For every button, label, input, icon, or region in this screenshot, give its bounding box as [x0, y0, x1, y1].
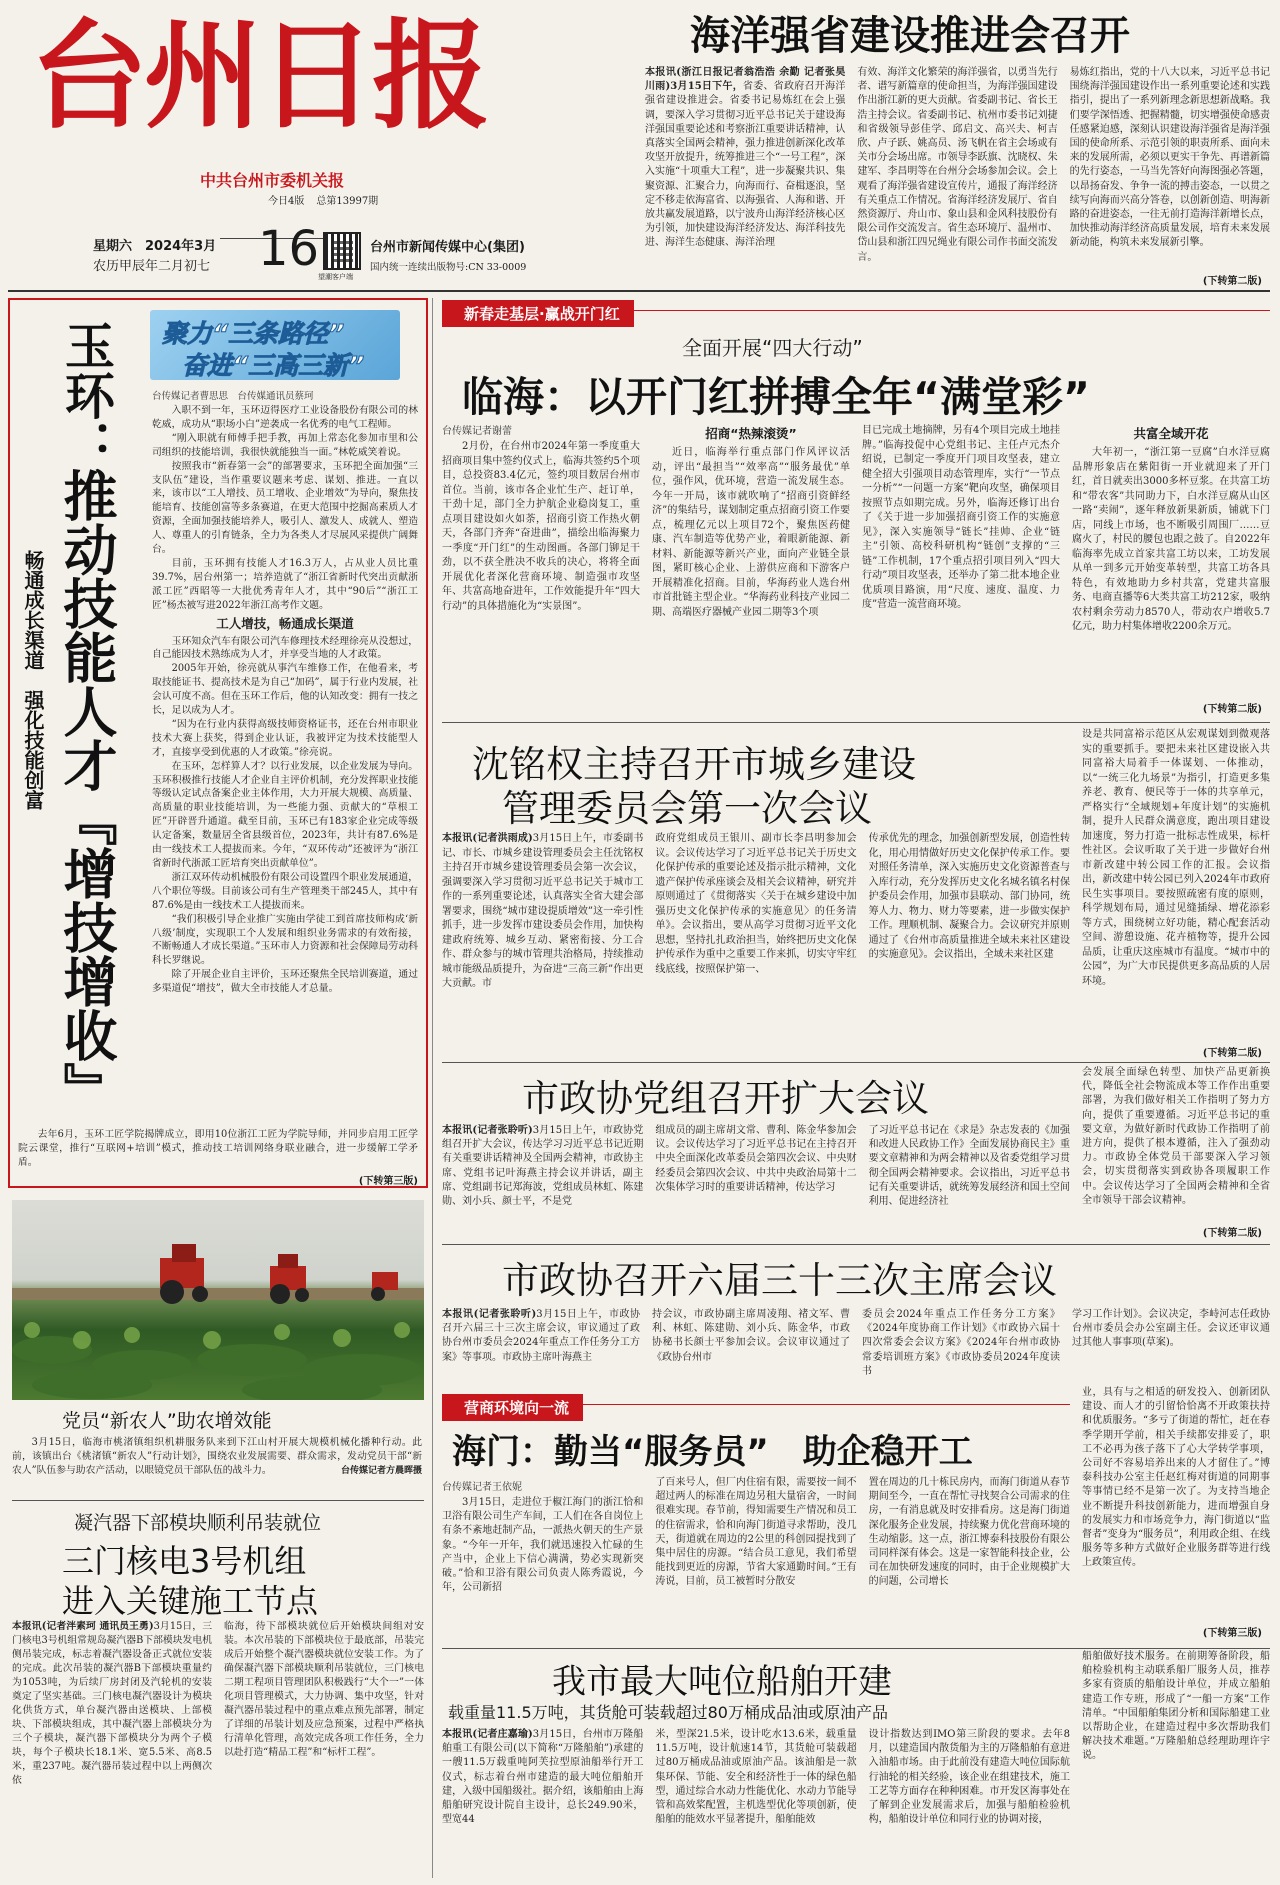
top-story-continued[interactable]: (下转第二版) [1202, 276, 1262, 287]
newspaper-title: 台州日报 [30, 6, 487, 145]
urban-committee-story [442, 728, 1270, 1058]
sanmen-story [12, 1506, 424, 1881]
farm-photo [12, 1200, 424, 1400]
ship-col-2: 米，型深21.5米，设计吃水13.6米，载重量11.5万吨，设计航速14节，其货舱可装载超过80万桶成品油或原油产品。该油船是一款集环保、节能、安全和经济性于一体的绿色船型，通过综合水动力性能优化、水动力节能导管和高效桨配置，主机选型优化等项创新，使船舶的能效水平显著提升，船舶能效 [655, 1729, 857, 1826]
masthead-issue [268, 192, 378, 207]
top-story-col-3 [1070, 66, 1270, 278]
urban-col-2: 政府党组成员王银川、副市长李昌明参加会议。会议传达学习了习近平总书记关于历史文化保护传承的重要论述及指示批示精神，文化遗产保护传承座谈会及相关会议精神，研究并原则通过了《贯彻落实〈关于在城乡建设中加强历史文化保护传承的实施意见〉的任务清单》。会议指出，要从高学习贯彻习近平文化思想，坚持扎扎政治担当，始终把历史文化保护传承作为重中之重要工作来抓，切实守牢红线底线，按照保护第一、 [655, 833, 857, 975]
lunar-date: 农历甲辰年二月初七 [93, 259, 211, 274]
feature-title-place: 玉环： [57, 320, 115, 470]
linhai-section-tag: 新春走基层·赢战开门红 [442, 300, 634, 327]
qr-caption: 望潮客户端 [318, 273, 353, 281]
ship-headline[interactable]: 我市最大吨位船舶开建 [552, 1662, 892, 1702]
linhai-text-2: 近日，临海举行重点部门作风评议活动，评出“最担当”“效率高”“服务最优”单位，强作风，优环境，营造一流发展生态。今年一开局，该市就吹响了“招商引资鲜经济”的集结号，谋划制定重点招商引资工作要点，梳理亿元以上项目72个，聚焦医药健康、汽车制造等优势产业，着眼新能源、新材料、新能源等新兴产业，面向产业链全景图，紧盯核心企业、上游供应商和下游客户开展精准化招商。目前，华海药业人选台州市首批链主型企业。“华海药业科技产业园二期、高端医疗器械产业园二期等3个项 [652, 447, 850, 618]
linhai-byline: 台传媒记者谢蕾 [442, 426, 512, 437]
cppcc-chair-byline: 本报讯(记者张聆听) [442, 1309, 537, 1320]
haimen-col-4: 业，具有与之相适的研发投入、创新团队建设、而人才的引留恰恰离不开政策扶持和优质服务。“多亏了街道的帮忙，赶在春季学期开学前，相关手续都安排妥了，职工不必再为孩子落下了心大学转学事项，公司好不容易培养出来的人才留住了。”博泰科技办公室主任赵红梅对街道的同期事等事情已经不是第一次了。为支持当地企业不断提升科技创新能力，进而增强自身的发展实力和市场竞争力，海门街道以“监督者”变身为“服务员”，利用政企组、在线服务等多种方式做好企业服务群等进行线上政策宣传。 [1082, 1387, 1270, 1569]
photo-caption-title: 党员“新农人”助农增效能 [62, 1410, 272, 1432]
sanmen-col-1 [12, 1620, 212, 1878]
pages-count: 今日4版 [268, 196, 305, 207]
linhai-col-1: 2月份，在台州市2024年第一季度重大招商项目集中签约仪式上，临海共签约5个项目，总投资83.4亿元，签约项目数居台州市首位。当前，该市各企业忙生产、赶订单，干劲十足，部门全力护航企业稳岗复工，重点项目建设如火如荼，招商引资工作热火朝天，各部门齐奔“奋进曲”，描绘出临海聚力一季度“开门红”的生动图画。各部门铆足干劲，以不获全胜决不收兵的决心，将将全面开展优化者深化营商环境、制造强市攻坚年、共富高地奋进年，工作效能提升年“四大行动”的具体措施化为“实景图”。 [442, 441, 640, 612]
banner-line-1: 聚力“三条路径” [162, 319, 345, 348]
linhai-subhead-2: 共富全域开花 [1133, 426, 1209, 441]
haimen-headline[interactable]: 海门：勤当“服务员” 助企稳开工 [452, 1432, 973, 1472]
urban-headline-1[interactable]: 沈铭权主持召开市城乡建设 [472, 743, 916, 786]
linhai-col-3: 目已完成土地摘牌，另有4个项目完成土地挂牌。”临海投促中心党组书记、主任卢元杰介绍说，已制定一季度开门项目攻坚表，建立健全招大引强项目动态管理库，实行“一节点一分析”“一问题一方案”靶向攻坚，确保项目按照节点如期完成。另外，临海还修订出台了《关于进一步加强招商引资工作的实施意见》，深入实施领导“链长”挂帅、企业“链主”引领、高校科研机构“链创”支撑的“三链”工作机制，17个重点招引项目列入“四大行动”项目攻坚表，还举办了第二批本地企业优质项目路演，用“尺度、速度、温度、力度”营造一流营商环境。 [862, 425, 1060, 610]
cppcc-party-headline[interactable]: 市政协党组召开扩大会议 [522, 1077, 929, 1120]
feature-p10: “我们积极引导企业推广实施由学徒工到首席技师构成‘新八级’制度，实现职工个人发展和组织业务需求的有效衔接，不断畅通人才成长渠道。”玉环市人力资源和社会保障局劳动科科长罗继说。 [152, 913, 418, 967]
linhai-text-4: 大年初一，“浙江第一豆腐”白水洋豆腐品牌形象店在紫阳街一开业就迎来了开门红，首日就卖出3000多杯豆浆。在共富工坊和“带农客”共同助力下，白水洋豆腐从山区一路“卖闹”，逐年释放新果新质，铺就下门店，同线上市场，也不断吸引周围厂……豆腐火了，村民的腰包也跟之鼓了。自2022年临海率先成立首家共富工坊以来，工坊发展从单一到多元开始变革转型，共富工坊各具特色，有效地助力乡村共富，党建共富服务、电商直播等6大类共富工坊212家，吸纳农村剩余劳动力8570人，带动农户增收5.7亿元，助力村集体增收2200余万元。 [1072, 447, 1270, 632]
haimen-byline: 台传媒记者王依妮 [442, 1482, 522, 1493]
cppcc-chair-headline[interactable]: 市政协召开六届三十三次主席会议 [502, 1259, 1057, 1302]
cppcc-chair-col-4: 学习工作计划》。会议决定，李峙河志任政协台州市委员会办公室副主任。会议还审议通过其他人事事项(草案)。 [1072, 1309, 1270, 1349]
sanmen-col-2: 临海，待下部模块就位后开始模块间组对安装。本次吊装的下部模块位于最底部，吊装完成后开始整个凝汽器模块就位安装工作。为了确保凝汽器下部模块顺利吊装就位，三门核电二期工程项目管理团队积极践行“大个一”一体化项目管理模式，大力协调、集中攻坚，针对凝汽器吊装过程中的重点难点预先部署，制定了详细的吊装计划及应急预案，过程中严格执行清单化管理，高效完成各项工作任务，全力以赴打造“精品工程”和“标杆工程”。 [224, 1621, 424, 1758]
urban-continued[interactable]: (下转第二版) [1202, 1048, 1262, 1059]
top-story-headline[interactable]: 海洋强省建设推进会召开 [690, 13, 1130, 59]
feature-p9: 浙江双环传动机械股份有限公司设置四个职业发展通道，八个职位等级。目前该公司有生产管理类干部245人，其中有87.6%是由一线技术工人提拔而来。 [152, 871, 418, 911]
feature-continued[interactable]: (下转第三版) [358, 1176, 418, 1187]
feature-title-main: 推动技能人才『增技增收』 [55, 468, 118, 1116]
feature-p3: 按照我市“新春第一会”的部署要求，玉环把全面加强“三支队伍”建设，当作重要议题来考虑、谋划、推进。一直以来，该市以“工人增技、员工增收、企业增效”为导向，聚焦技能培育、技能创富等多条赛道，在更大范围中挖掘高素质人才资源，全面加强技能培养人，吸引人、激发人、成就人、塑造人、尊重人的引育链条，全力为各类人才尽展风采提供广阔舞台。 [152, 460, 418, 556]
urban-text-1: 3月15日上午，市委副书记、市长、市城乡建设管理委员会主任沈铭权主持召开市城乡建设管理委员会第一次会议，强调要深入学习贯彻习近平总书记关于城市工作的一系列重要论述，认真落实全省大建会部署要求，围绕“城市建设提质增效”这一牵引性抓手，进一步发挥市建设委员会作用，加快构建政府统筹、城乡互动、紧密衔接、分工合作、群众参与的城市管理共治格局，持续推动城市能级品质提升，为奋进“三高三新”作出更大贡献。市 [442, 833, 644, 989]
haimen-col-2: 了百来号人，但厂内住宿有限，需要按一间不超过两人的标准在周边另租大量宿舍，一时间很难实现。春节前，得知需要生产情况和员工的住宿需求，恰和向海门街道寻求帮助，没几天，街道就在周边的2公里的科创园提找到了集中居住的房源。“结合员工意见，我们希望能找到更近的房源，节省大家通勤时间。”王有涛说，目前，员工被暂时分散安 [655, 1477, 857, 1588]
urban-col-3: 传承优先的理念，加强创新型发展，创造性转化，用心用情做好历史文化保护传承工作。要对照任务清单，深入实施历史文化资源普查与入库行动，充分发挥历史文化名城名镇名村保护委员会作用，加强市县联动、部门协同，统筹人力、物力、财力等要素，进一步做实保护工作。理顺机制、凝聚合力。会议研究并原则通过了《台州市高质量推进全域未来社区建设的实施意见》。会议指出，全域未来社区建 [868, 833, 1070, 960]
linhai-col-2 [652, 426, 850, 702]
cppcc-chair-col-1 [442, 1308, 640, 1384]
linhai-kicker: 全面开展“四大行动” [682, 336, 863, 360]
feature-p12: 去年6月，玉环工匠学院揭牌成立，即用10位浙江工匠为学院导师，并同步启用工匠学院云课堂，推行“互联网+培训”模式，推动技工培训网络身联业融合，进一步缓解工学矛盾。 [18, 1129, 418, 1168]
top-story-col-1 [645, 66, 845, 278]
ship-col-3: 设计指数达到IMO第三阶段的要求。去年8月，以建造国内散货船为主的万隆船舶有意进入油船市场。由于此前没有建造大吨位国际航行油轮的相关经验，该企业在组建技术，施工工艺等方面存在种种困难。市开发区海事处在了解到企业发展需求后，加强与船舶检验机构，船舶设计单位和同行业的协调对接， [868, 1729, 1070, 1826]
cppcc-party-col-2: 组成员的副主席胡文常、曹利、陈金华参加会议。会议传达学习了习近平总书记在主持召开中央全面深化改革委员会第四次会议、中央财经委员会第四次会议、中共中央政治局第十二次集体学习时的重要讲话精神，传达学习 [655, 1125, 857, 1193]
feature-p7: “因为在行业内获得高级技师资格证书，还在台州市职业技术大赛上获奖，得到企业认证，我被评定为技术技能型人才，直接享受到优惠的人才政策。”徐亮说。 [152, 718, 418, 758]
ship-byline: 本报讯(记者庄嘉瑜) [442, 1729, 533, 1740]
feature-p8: 在玉环，怎样算人才？以行业发展，以企业发展为导向。玉环积极推行技能人才企业自主评价机制，充分发挥职业技能等级认定试点备案企业主体作用，大力开展大规模、高质量、高质量的职业技能培训，为一些能力强、贡献大的“草根工匠”开辟晋升通道。截至目前，玉环已有183家企业完成等级认定备案，数量居全省县级首位，2023年，共计有87.6%是由一线技术工人提拔而来。今年，“双环传动”还被评为“浙江省新时代浙派工匠培育突出贡献单位”。 [152, 760, 418, 869]
photo-caption-text: 3月15日，临海市桃渚镇组织机耕服务队来到下江山村开展大规模机械化播种行动。此前，该镇出台《桃渚镇“新农人”行动计划》，围绕农业发展需要、群众需求，发动党员干部“新农人”队伍参与助农产活动，以眼镜党员干部队伍的战斗力。 [12, 1437, 422, 1477]
haimen-col-3: 置在周边的几十栋民房内，而海门街道从春节期间至今，一直在帮忙寻找契合公司需求的住房，一有消息就及时安排看房。这是海门街道深化服务企业发展，持续聚力优化营商环境的生动缩影。这一点，浙江博泰科技股份有限公司同样深有体会。这是一家智能科技企业，公司在加快研发速度的同时，由于企业规模扩大的问题，公司增长 [868, 1477, 1070, 1588]
tractor-icon [270, 1254, 309, 1304]
sanmen-kicker: 凝汽器下部模块顺利吊装就位 [74, 1512, 322, 1534]
farm-photo-art [12, 1200, 424, 1400]
ship-subheadline: 载重量11.5万吨，其货舱可装载超过80万桶成品油或原油产品 [448, 1703, 888, 1722]
linhai-story [442, 298, 1270, 718]
cppcc-party-col-3: 了习近平总书记在《求是》杂志发表的《加强和改进人民政协工作》全面发展协商民主》重要文章精神和为两会精神以及省委党组学习贯彻全国两会精神要求。会议指出，习近平总书记有关重要讲话，就统筹发展经济和国土空间利用、促进经济社 [868, 1125, 1070, 1208]
ship-col-4: 船舶做好技术服务。在前期筹备阶段，船舶检验机构主动联系船厂服务人员，推荐多家有资质的船舶设计单位，并成立船舶建造工作专班，形成了“一船一方案”工作清单。“中国船舶集团分析和国际船建工业以帮助企业，在建造过程中多次帮助我们解决技术难题。”万隆船舶总经理助理许宇说。 [1082, 1651, 1270, 1762]
urban-col-1 [442, 832, 643, 1042]
linhai-col-4 [1072, 426, 1270, 702]
haimen-section-tag: 营商环境向一流 [442, 1394, 583, 1421]
issue-number: 总第13997期 [316, 196, 379, 207]
photo-caption [12, 1436, 422, 1496]
feature-p6: 2005年开始，徐亮就从事汽车维修工作，在他看来，考取技能证书、提高技术是为自己“加码”，属于行业内发展，社会认可度不高。但在玉环工作后，他的认知改变：拥有一技之长，足以成为人才。 [152, 663, 418, 717]
date-line: 星期六 2024年3月 [93, 235, 220, 254]
sanmen-text-1: 3月15日，三门核电3号机组常规岛凝汽器B下部模块发电机侧吊装完成，标志着凝汽器设备正式就位安装的完成。此次吊装的凝汽器B下部模块重量约为1053吨，为后续厂房封闭及汽轮机的安装奠定了坚实基础。三门核电凝汽器设计为模块化供货方式，单台凝汽器由送模块、上部模块、下部模块组成，其中凝汽器上部模块分为三个子模块，凝汽器下部模块分为两个子模块，每个子模块长18.1米、宽5.5米、高8.5米，重237吨。凝汽器吊装过程中以上两侧次依 [12, 1621, 212, 1786]
ship-col-1 [442, 1728, 643, 1878]
urban-headline-2[interactable]: 管理委员会第一次会议 [502, 787, 872, 830]
feature-p4: 目前，玉环拥有技能人才16.3万人，占从业人员比重39.7%，居台州第一；培养造就了“浙江省新时代突出贡献浙派工匠”西昭等一大批优秀青年人才，其中“90后”“浙江工匠”杨杰被写进2022年浙江高考作文题。 [152, 557, 418, 611]
haimen-continued[interactable]: (下转第三版) [1202, 1628, 1262, 1639]
top-story-byline: 本报讯(浙江日报记者翁浩浩 余勤 记者张昊川雨)3月15日下午， [645, 67, 846, 93]
urban-byline: 本报讯(记者洪雨成) [442, 833, 533, 844]
cppcc-party-col-1 [442, 1124, 643, 1224]
photo-credit: 台传媒记者方晨晖摄 [340, 1466, 422, 1477]
cppcc-party-col-4: 会发展全面绿色转型、加快产品更新换代，降低全社会物流成本等工作作出重要部署，为我们做好相关工作指明了努力方向，提供了重要遵循。习近平总书记的重要文章，为做好新时代政协工作指明了前进方向，提供了根本遵循，注入了强劲动力。市政协全体党员干部要深入学习领会，切实贯彻落实到政协各项履职工作中。会议传达学习了全国两会精神和全省全市领导干部会议精神。 [1082, 1067, 1270, 1206]
feature-p2: “刚入职就有师傅手把手教，再加上常态化参加市里和公司组织的技能培训，我很快就能独当一面。”林乾威笑着说。 [152, 432, 418, 458]
linhai-subhead-1: 招商“热辣滚烫” [705, 426, 797, 441]
ship-story [442, 1651, 1270, 1882]
masthead [0, 0, 690, 281]
urban-col-4: 设是共同富裕示范区从宏观谋划到微观落实的重要抓手。要把未来社区建设嵌入共同富裕大局着手一体谋划、一体推动，以“一统三化九场景”为指引，打造更多集养老、教育、便民等于一体的共享单元，严格实行“全域规划+年度计划”的实施机制，提升人民群众满意度，跑出项目建设加速度，努力打造一批标志性成果，标杆性社区。会议听取了关于进一步做好台州市新改建中转公园工作的汇报。会议指出，新改建中转公园已列入2024年市政府民生实事项目。要按照疏密有度的原则，科学规划布局，通过见缝插绿、增花添彩等方式，围绕树立好功能，精心配套活动空间、游憩设施、花卉植物等，提升公园品质，让重庆这座城市有温度。“城市中的公园”，为广大市民提供更多高品质的人居环境。 [1082, 729, 1270, 987]
cppcc-party-byline: 本报讯(记者张聆听) [442, 1125, 533, 1136]
serial-number: 国内统一连续出版物号:CN 33-0009 [370, 262, 527, 273]
top-story-text-1: 省委、省政府召开海洋强省建设推进会。省委书记易炼红在会上强调，要深入学习贯彻习近平总书记关于建设海洋强国重要论述和考察浙江重要讲话精神，认真落实全国两会精神，强力推进创新深化改革攻坚开放提升，统筹推进三个“一号工程”，深入实施“十项重大工程”，进一步凝聚共识、集聚资源、汇聚合力，向海而行、奋楫逐浪，坚定不移走依海富省、以海强省、人海和谐、开放共赢发展道路，以宁波舟山海洋经济核心区为引领，加快建设海洋经济发达、海洋科技先进、海洋生态健康、海洋治理 [645, 81, 846, 249]
cppcc-party-text-1: 3月15日上午，市政协党组召开扩大会议，传达学习习近平总书记近期有关重要讲话精神及全国两会精神，市政协主席、党组书记叶海燕主持会议并讲话，副主席、党组副书记郑海波，党组成员林虹、陈建勋、刘小兵、颜士平，不是党 [442, 1125, 644, 1208]
haimen-col-1: 3月15日，走进位于椒江海门的浙江恰和卫浴有限公司生产车间，工人们在各自岗位上有条不紊地赶制产品，一派热火朝天的生产景象。“今年一开年，我们就迅速投入忙碌的生产当中，企业上下信心满满，势必实现新突破。”恰和卫浴有限公司负责人陈秀霞说，今年，公司新招 [442, 1497, 644, 1594]
top-story [645, 0, 1270, 285]
cppcc-chair-text-1: 3月15日上午，市政协召开六届三十三次主席会议，审议通过了政协台州市委员会2024年重点工作任务分工方案》等事项。市政协主席叶海燕主 [442, 1309, 640, 1363]
feature-subtitle: 畅通成长渠道 强化技能创富 [21, 550, 45, 810]
feature-subhead: 工人增技，畅通成长渠道 [216, 615, 354, 631]
linhai-headline[interactable]: 临海：以开门红拼搏全年“满堂彩” [462, 373, 1090, 421]
top-story-text-3: 易炼红指出，党的十八大以来，习近平总书记围绕海洋强国建设作出一系列重要论述和实践指引，提出了一系列新理念新思想新战略。我们要学深悟透、把握精髓，切实增强使命感责任感紧迫感，深刻认识建设海洋强省是海洋强国的使命所系、示范引领的职责所系、面向未来的发展所需，必须以更实干争先、再谱新篇的先行姿态，一马当先答好向海图强必答题，以昂扬奋发、争争一流的搏击姿态，一以贯之续写向海而兴高分答卷，以创新创造、明海新路的奋进姿态，一往无前打造海洋新增长点，加快推动海洋经济高质量发展，培育未来发展新动能，构筑未来发展新引擎。 [1069, 67, 1270, 249]
top-story-col-2: 有效、海洋文化繁荣的海洋强省，以勇当先行者、谱写新篇章的使命担当，为海洋强国建设作出浙江新的更大贡献。省委副书记、省长王浩主持会议。省委副书记、杭州市委书记刘捷和省级领导彭佳学、邱启文、高兴夫、柯吉欣、卢子跃、姚高员、汤飞帆在省主会场或有关市分会场出席。市领导李跃旗、沈晓权、朱建军、李昌明等在台州分会场参加会议。会上观看了海洋强省建设宣传片，通报了海洋经济有关重点工作情况。省海洋经济发展厅、省自然资源厅、舟山市、象山县和金风科技股份有限公司作交流发言。省生态环境厅、温州市、岱山县和浙江四兄绳业有限公司作书面交流发言。 [857, 67, 1058, 263]
feature-p1: 入职不到一年，玉环迈得医疗工业设备股份有限公司的林乾威，成功从“职场小白”逆袭成一名优秀的电气工程师。 [152, 405, 418, 430]
feature-p11: 除了开展企业自主评价，玉环还聚焦全民培训赛道，通过多渠道促“增技”，做大全市技能人才总量。 [152, 969, 418, 995]
feature-banner [150, 310, 400, 380]
sanmen-byline: 本报讯(记者泮素珂 通讯员王勇) [12, 1621, 154, 1632]
haimen-story [442, 1387, 1270, 1642]
feature-body [152, 404, 418, 1124]
cppcc-chair-col-3: 委员会2024年重点工作任务分工方案》《2024年度协商工作计划》《市政协六届十四次常委会会议方案》《2024年台州市政协常委培训班方案》《市政协委员2024年度读书 [862, 1309, 1060, 1377]
cppcc-party-continued[interactable]: (下转第二版) [1202, 1228, 1262, 1239]
cppcc-chair-story [442, 1250, 1270, 1400]
linhai-continued[interactable]: (下转第二版) [1202, 704, 1262, 715]
feature-p5: 玉环知众汽车有限公司汽车修理技术经理徐亮从没想过，自己能因技术熟练成为人才，并享受当地的人才政策。 [152, 635, 418, 661]
masthead-org: 中共台州市委机关报 [200, 171, 345, 190]
cppcc-party-story [442, 1068, 1270, 1240]
feature-byline: 台传媒记者曹思思 台传媒通讯员蔡珂 [152, 391, 314, 402]
sanmen-headline-1[interactable]: 三门核电3号机组 [62, 1542, 307, 1580]
day-number: 16 [258, 221, 320, 277]
cppcc-chair-col-2: 持会议，市政协副主席周凌翔、褚文军、曹利、林虹、陈建勋、刘小兵、陈金华，市政协秘书长颜士平参加会议。会议审议通过了《政协台州市 [652, 1309, 850, 1363]
qr-code[interactable] [323, 232, 361, 270]
yuhuan-feature [8, 298, 428, 1188]
ship-text-1: 3月15日，台州市万隆船舶重工有限公司(以下简称“万隆船舶”)承建的一艘11.5万载重吨阿芙拉型原油船举行开工仪式，标志着台州市建造的最大吨位船舶开建，入级中国船级社。据介绍，该船舶由上海船舶研究设计院自主设计，总长249.90米，型宽44 [442, 1729, 644, 1826]
sanmen-headline-2[interactable]: 进入关键施工节点 [62, 1582, 319, 1620]
banner-line-2: 奋进“三高三新” [182, 351, 365, 380]
publisher: 台州市新闻传媒中心(集团) [370, 240, 525, 255]
